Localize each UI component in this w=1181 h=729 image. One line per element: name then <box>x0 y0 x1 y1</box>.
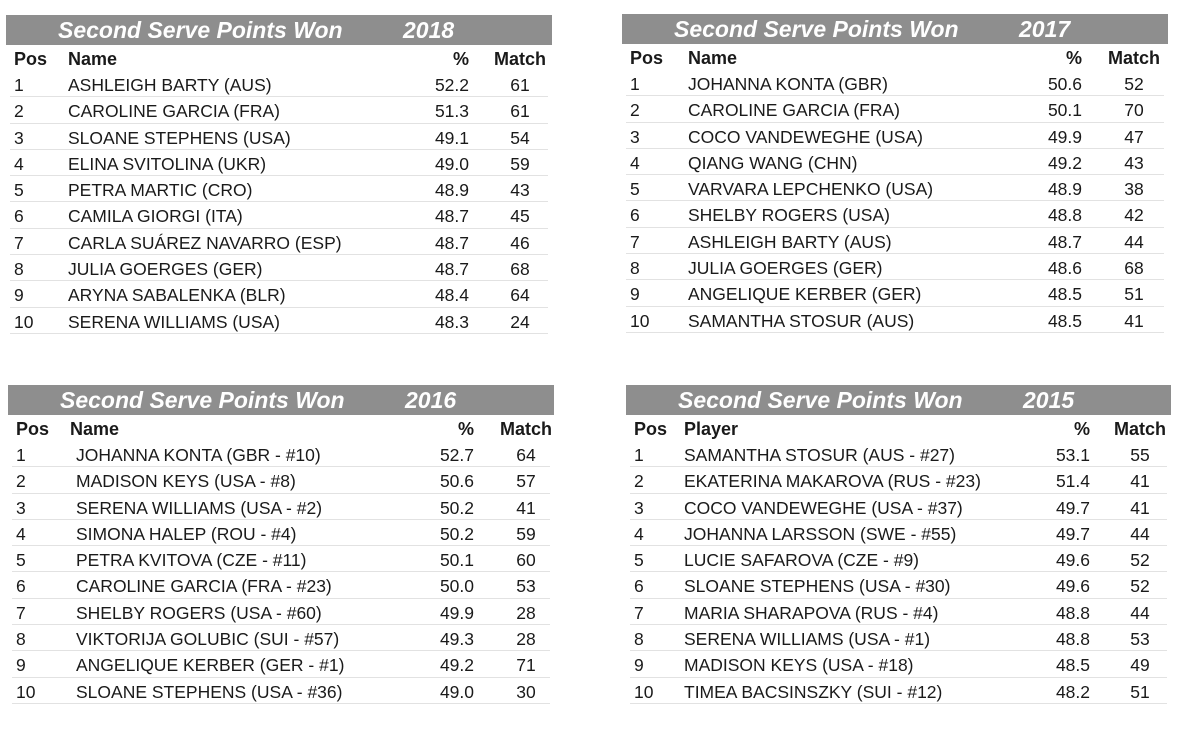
row-matches: 43 <box>510 180 530 201</box>
table-row <box>6 124 552 150</box>
row-player-name: CARLA SUÁREZ NAVARRO (ESP) <box>68 232 342 253</box>
row-matches: 49 <box>1130 655 1150 676</box>
header-name: Name <box>68 49 118 69</box>
table-2018 <box>6 15 552 334</box>
table-row <box>622 228 1168 254</box>
row-player-name: ASHLEIGH BARTY (AUS) <box>68 75 272 95</box>
header-name: Name <box>70 419 120 439</box>
table-row <box>626 520 1171 546</box>
table-row <box>6 229 552 255</box>
row-player-name: ARYNA SABALENKA (BLR) <box>68 285 286 306</box>
row-percent: 48.2 <box>1055 681 1090 702</box>
table-row <box>622 201 1168 227</box>
table-row <box>626 572 1171 598</box>
row-player-name: ELINA SVITOLINA (UKR) <box>68 153 267 174</box>
table-row <box>6 150 552 176</box>
row-percent: 48.4 <box>434 285 469 306</box>
row-pos: 9 <box>630 284 640 305</box>
row-player-name: PETRA MARTIC (CRO) <box>68 180 253 201</box>
table-row <box>622 254 1168 280</box>
table-header-row <box>8 415 554 441</box>
row-pos: 5 <box>630 179 640 200</box>
row-matches: 68 <box>1124 258 1144 279</box>
row-matches: 54 <box>510 127 530 148</box>
row-matches: 60 <box>516 550 536 571</box>
row-matches: 41 <box>1130 497 1150 518</box>
table-title: Second Serve Points Won <box>674 16 959 42</box>
row-percent: 50.6 <box>439 471 474 492</box>
table-row <box>8 546 554 572</box>
row-matches: 52 <box>1124 74 1144 94</box>
header-percent: % <box>452 49 469 69</box>
table-row <box>622 96 1168 122</box>
row-pos: 3 <box>14 127 24 148</box>
table-row <box>626 546 1171 572</box>
row-player-name: SLOANE STEPHENS (USA - #30) <box>684 576 951 597</box>
table-row <box>622 123 1168 149</box>
row-percent: 49.6 <box>1055 576 1090 597</box>
row-player-name: SLOANE STEPHENS (USA) <box>68 127 291 148</box>
table-row <box>8 625 554 651</box>
header-percent: % <box>457 419 474 439</box>
table-row <box>626 494 1171 520</box>
row-pos: 8 <box>14 259 24 280</box>
table-title-bar <box>622 14 1168 44</box>
row-pos: 8 <box>16 629 26 650</box>
table-row <box>8 441 554 467</box>
row-matches: 61 <box>510 75 530 95</box>
row-percent: 49.0 <box>434 153 469 174</box>
row-matches: 46 <box>510 232 530 253</box>
row-player-name: JULIA GOERGES (GER) <box>688 258 883 279</box>
row-matches: 41 <box>1130 471 1150 492</box>
row-percent: 48.6 <box>1047 258 1082 279</box>
row-percent: 49.1 <box>434 127 469 148</box>
row-percent: 48.8 <box>1055 629 1090 650</box>
row-matches: 44 <box>1130 523 1150 544</box>
row-percent: 50.2 <box>439 497 474 518</box>
row-player-name: ANGELIQUE KERBER (GER - #1) <box>76 655 345 676</box>
row-pos: 4 <box>16 523 26 544</box>
row-pos: 3 <box>634 497 644 518</box>
row-pos: 7 <box>16 602 26 623</box>
row-matches: 28 <box>516 629 536 650</box>
table-2015 <box>626 385 1171 704</box>
row-pos: 4 <box>630 152 640 173</box>
row-pos: 10 <box>630 310 650 331</box>
table-row <box>6 71 552 97</box>
table-2017 <box>622 14 1168 333</box>
row-player-name: MADISON KEYS (USA - #18) <box>684 655 914 676</box>
table-row <box>6 97 552 123</box>
table-header-row <box>626 415 1171 441</box>
row-pos: 10 <box>14 311 34 332</box>
table-header-row <box>622 44 1168 70</box>
row-player-name: LUCIE SAFAROVA (CZE - #9) <box>684 550 920 571</box>
table-year: 2018 <box>403 17 455 43</box>
row-percent: 48.5 <box>1047 284 1082 305</box>
table-row <box>6 281 552 307</box>
header-pos: Pos <box>14 49 48 69</box>
row-pos: 9 <box>634 655 644 676</box>
row-player-name: SERENA WILLIAMS (USA - #1) <box>684 629 931 650</box>
row-pos: 6 <box>634 576 644 597</box>
row-matches: 70 <box>1124 100 1144 121</box>
header-match: Match <box>493 49 546 69</box>
row-player-name: COCO VANDEWEGHE (USA) <box>688 126 923 147</box>
row-matches: 42 <box>1124 205 1144 226</box>
row-player-name: MADISON KEYS (USA - #8) <box>76 471 296 492</box>
row-player-name: VARVARA LEPCHENKO (USA) <box>688 179 934 200</box>
row-player-name: CAROLINE GARCIA (FRA) <box>68 101 280 122</box>
row-matches: 55 <box>1130 445 1150 465</box>
table-row <box>626 625 1171 651</box>
table-year: 2015 <box>1023 387 1075 413</box>
row-player-name: SLOANE STEPHENS (USA - #36) <box>76 681 343 702</box>
row-player-name: CAMILA GIORGI (ITA) <box>68 206 243 227</box>
row-matches: 61 <box>510 101 530 122</box>
table-row <box>6 308 552 334</box>
row-percent: 50.1 <box>439 550 474 571</box>
table-row <box>622 280 1168 306</box>
table-title: Second Serve Points Won <box>678 387 963 413</box>
row-player-name: PETRA KVITOVA (CZE - #11) <box>76 550 307 571</box>
row-player-name: SHELBY ROGERS (USA) <box>688 205 890 226</box>
row-matches: 64 <box>516 445 536 465</box>
row-player-name: CAROLINE GARCIA (FRA) <box>688 100 900 121</box>
row-percent: 50.6 <box>1047 74 1082 94</box>
row-matches: 53 <box>1130 629 1150 650</box>
table-row <box>622 149 1168 175</box>
row-player-name: ANGELIQUE KERBER (GER) <box>688 284 922 305</box>
row-matches: 45 <box>510 206 530 227</box>
row-pos: 2 <box>14 101 24 122</box>
row-player-name: SAMANTHA STOSUR (AUS) <box>688 310 915 331</box>
row-pos: 9 <box>14 285 24 306</box>
row-percent: 49.6 <box>1055 550 1090 571</box>
row-pos: 1 <box>634 445 644 465</box>
row-percent: 50.1 <box>1047 100 1082 121</box>
row-pos: 7 <box>14 232 24 253</box>
row-player-name: JOHANNA LARSSON (SWE - #55) <box>684 523 957 544</box>
row-percent: 49.0 <box>439 681 474 702</box>
table-row <box>626 441 1171 467</box>
row-percent: 49.3 <box>439 629 474 650</box>
row-percent: 49.2 <box>439 655 474 676</box>
table-2016 <box>8 385 554 704</box>
table-year: 2016 <box>405 387 457 413</box>
table-row <box>8 467 554 493</box>
row-matches: 57 <box>516 471 536 492</box>
row-pos: 6 <box>630 205 640 226</box>
table-row <box>8 494 554 520</box>
row-player-name: MARIA SHARAPOVA (RUS - #4) <box>684 602 939 623</box>
table-row <box>8 599 554 625</box>
row-percent: 48.9 <box>434 180 469 201</box>
row-matches: 30 <box>516 681 536 702</box>
row-pos: 7 <box>630 231 640 252</box>
row-player-name: JOHANNA KONTA (GBR) <box>688 74 888 94</box>
row-pos: 8 <box>630 258 640 279</box>
row-pos: 9 <box>16 655 26 676</box>
row-matches: 44 <box>1130 602 1150 623</box>
row-player-name: VIKTORIJA GOLUBIC (SUI - #57) <box>76 629 340 650</box>
row-percent: 49.7 <box>1055 523 1090 544</box>
row-player-name: COCO VANDEWEGHE (USA - #37) <box>684 497 963 518</box>
row-pos: 4 <box>14 153 24 174</box>
row-pos: 1 <box>16 445 26 465</box>
row-pos: 3 <box>16 497 26 518</box>
row-matches: 52 <box>1130 576 1150 597</box>
row-matches: 47 <box>1124 126 1144 147</box>
row-pos: 10 <box>634 681 654 702</box>
row-matches: 68 <box>510 259 530 280</box>
table-year: 2017 <box>1019 16 1071 42</box>
table-row <box>8 651 554 677</box>
row-matches: 51 <box>1124 284 1144 305</box>
row-player-name: SIMONA HALEP (ROU - #4) <box>76 523 297 544</box>
row-pos: 7 <box>634 602 644 623</box>
row-percent: 48.5 <box>1047 310 1082 331</box>
row-percent: 48.7 <box>434 206 469 227</box>
table-row <box>8 572 554 598</box>
row-matches: 51 <box>1130 681 1150 702</box>
table-row <box>8 520 554 546</box>
row-pos: 1 <box>14 75 24 95</box>
row-matches: 64 <box>510 285 530 306</box>
row-percent: 49.9 <box>439 602 474 623</box>
row-matches: 24 <box>510 311 530 332</box>
row-pos: 6 <box>14 206 24 227</box>
row-percent: 48.3 <box>434 311 469 332</box>
header-pos: Pos <box>16 419 50 439</box>
row-matches: 59 <box>510 153 530 174</box>
row-percent: 51.4 <box>1055 471 1090 492</box>
table-row <box>8 678 554 704</box>
row-pos: 2 <box>630 100 640 121</box>
row-matches: 44 <box>1124 231 1144 252</box>
row-matches: 52 <box>1130 550 1150 571</box>
row-player-name: SERENA WILLIAMS (USA - #2) <box>76 497 323 518</box>
header-name: Name <box>688 48 738 68</box>
row-player-name: ASHLEIGH BARTY (AUS) <box>688 231 892 252</box>
row-percent: 48.9 <box>1047 179 1082 200</box>
row-percent: 51.3 <box>434 101 469 122</box>
row-pos: 1 <box>630 74 640 94</box>
row-pos: 10 <box>16 681 36 702</box>
row-matches: 71 <box>516 655 536 676</box>
table-row <box>626 678 1171 704</box>
table-title-bar <box>6 15 552 45</box>
table-row <box>6 176 552 202</box>
row-pos: 2 <box>634 471 644 492</box>
row-pos: 5 <box>634 550 644 571</box>
header-match: Match <box>1107 48 1160 68</box>
row-pos: 6 <box>16 576 26 597</box>
row-matches: 38 <box>1124 179 1144 200</box>
header-name: Player <box>684 419 739 439</box>
header-pos: Pos <box>630 48 664 68</box>
table-row <box>622 70 1168 96</box>
table-row <box>6 202 552 228</box>
row-pos: 4 <box>634 523 644 544</box>
row-player-name: QIANG WANG (CHN) <box>688 152 858 173</box>
row-player-name: CAROLINE GARCIA (FRA - #23) <box>76 576 332 597</box>
row-pos: 2 <box>16 471 26 492</box>
row-percent: 48.7 <box>1047 231 1082 252</box>
table-title-bar <box>8 385 554 415</box>
row-percent: 52.2 <box>434 75 469 95</box>
row-percent: 49.9 <box>1047 126 1082 147</box>
row-matches: 28 <box>516 602 536 623</box>
row-matches: 59 <box>516 523 536 544</box>
row-player-name: JULIA GOERGES (GER) <box>68 259 263 280</box>
table-title: Second Serve Points Won <box>58 17 343 43</box>
table-row <box>622 307 1168 333</box>
row-player-name: SAMANTHA STOSUR (AUS - #27) <box>684 445 955 465</box>
row-pos: 5 <box>16 550 26 571</box>
row-matches: 41 <box>516 497 536 518</box>
row-percent: 48.5 <box>1055 655 1090 676</box>
row-percent: 50.2 <box>439 523 474 544</box>
header-match: Match <box>499 419 552 439</box>
header-percent: % <box>1073 419 1090 439</box>
row-matches: 43 <box>1124 152 1144 173</box>
row-percent: 52.7 <box>439 445 474 465</box>
row-player-name: TIMEA BACSINSZKY (SUI - #12) <box>684 681 943 702</box>
row-percent: 49.7 <box>1055 497 1090 518</box>
row-player-name: SHELBY ROGERS (USA - #60) <box>76 602 322 623</box>
row-player-name: EKATERINA MAKAROVA (RUS - #23) <box>684 471 981 492</box>
row-pos: 8 <box>634 629 644 650</box>
table-row <box>626 651 1171 677</box>
row-percent: 49.2 <box>1047 152 1082 173</box>
header-match: Match <box>1113 419 1166 439</box>
header-pos: Pos <box>634 419 668 439</box>
table-title-bar <box>626 385 1171 415</box>
row-player-name: JOHANNA KONTA (GBR - #10) <box>76 445 321 465</box>
row-percent: 53.1 <box>1055 445 1090 465</box>
row-pos: 3 <box>630 126 640 147</box>
table-row <box>626 599 1171 625</box>
row-pos: 5 <box>14 180 24 201</box>
table-row <box>622 175 1168 201</box>
row-percent: 50.0 <box>439 576 474 597</box>
table-row <box>6 255 552 281</box>
table-row <box>626 467 1171 493</box>
row-percent: 48.8 <box>1047 205 1082 226</box>
row-matches: 53 <box>516 576 536 597</box>
table-title: Second Serve Points Won <box>60 387 345 413</box>
row-percent: 48.8 <box>1055 602 1090 623</box>
table-header-row <box>6 45 552 71</box>
row-matches: 41 <box>1124 310 1144 331</box>
header-percent: % <box>1065 48 1082 68</box>
row-percent: 48.7 <box>434 259 469 280</box>
row-player-name: SERENA WILLIAMS (USA) <box>68 311 280 332</box>
row-percent: 48.7 <box>434 232 469 253</box>
